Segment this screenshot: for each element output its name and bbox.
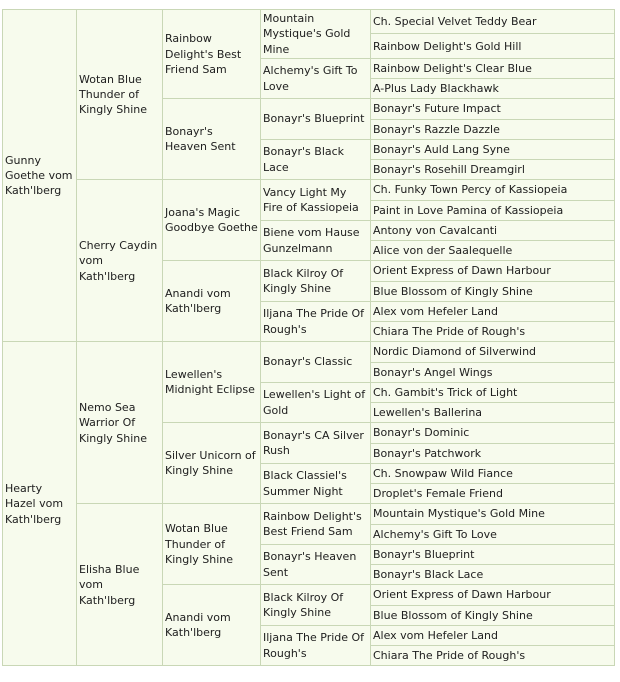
ancestor-cell: Alex vom Hefeler Land bbox=[371, 625, 615, 645]
ancestor-cell: Blue Blossom of Kingly Shine bbox=[371, 605, 615, 625]
ancestor-cell: Orient Express of Dawn Harbour bbox=[371, 261, 615, 281]
ancestor-cell: Bonayr's Dominic bbox=[371, 423, 615, 443]
ancestor-cell: Wotan Blue Thunder of Kingly Shine bbox=[163, 504, 261, 585]
ancestor-cell: Chiara The Pride of Rough's bbox=[371, 646, 615, 666]
ancestor-cell: Mountain Mystique's Gold Mine bbox=[261, 10, 371, 59]
ancestor-cell: Bonayr's Black Lace bbox=[371, 565, 615, 585]
ancestor-cell: Bonayr's Angel Wings bbox=[371, 362, 615, 382]
sire-sire-cell: Wotan Blue Thunder of Kingly Shine bbox=[77, 10, 163, 180]
ancestor-cell: Iljana The Pride Of Rough's bbox=[261, 625, 371, 666]
sire-cell: Gunny Goethe vom Kath'lberg bbox=[3, 10, 77, 342]
ancestor-cell: Bonayr's Blueprint bbox=[371, 544, 615, 564]
ancestor-cell: Lewellen's Midnight Eclipse bbox=[163, 342, 261, 423]
ancestor-cell: Bonayr's Classic bbox=[261, 342, 371, 383]
ancestor-cell: Ch. Funky Town Percy of Kassiopeia bbox=[371, 180, 615, 200]
pedigree-table bbox=[2, 9, 615, 666]
ancestor-cell: Orient Express of Dawn Harbour bbox=[371, 585, 615, 605]
ancestor-cell: Blue Blossom of Kingly Shine bbox=[371, 281, 615, 301]
ancestor-cell: Alchemy's Gift To Love bbox=[261, 58, 371, 99]
ancestor-cell: Biene vom Hause Gunzelmann bbox=[261, 220, 371, 261]
ancestor-cell: Lewellen's Ballerina bbox=[371, 403, 615, 423]
ancestor-cell: Black Classiel's Summer Night bbox=[261, 463, 371, 504]
ancestor-cell: Bonayr's Razzle Dazzle bbox=[371, 119, 615, 139]
ancestor-cell: A-Plus Lady Blackhawk bbox=[371, 79, 615, 99]
sire-dam-cell: Cherry Caydin vom Kath'lberg bbox=[77, 180, 163, 342]
ancestor-cell: Bonayr's Rosehill Dreamgirl bbox=[371, 160, 615, 180]
ancestor-cell: Lewellen's Light of Gold bbox=[261, 382, 371, 423]
ancestor-cell: Ch. Special Velvet Teddy Bear bbox=[371, 10, 615, 34]
ancestor-cell: Anandi vom Kath'lberg bbox=[163, 261, 261, 342]
ancestor-cell: Alchemy's Gift To Love bbox=[371, 524, 615, 544]
sire-sire-sire-cell: Rainbow Delight's Best Friend Sam bbox=[163, 10, 261, 99]
ancestor-cell: Black Kilroy Of Kingly Shine bbox=[261, 261, 371, 302]
ancestor-cell: Rainbow Delight's Best Friend Sam bbox=[261, 504, 371, 545]
ancestor-cell: Anandi vom Kath'lberg bbox=[163, 585, 261, 666]
ancestor-cell: Joana's Magic Goodbye Goethe bbox=[163, 180, 261, 261]
ancestor-cell: Paint in Love Pamina of Kassiopeia bbox=[371, 200, 615, 220]
ancestor-cell: Bonayr's Black Lace bbox=[261, 139, 371, 180]
ancestor-cell: Bonayr's Blueprint bbox=[261, 99, 371, 140]
ancestor-cell: Iljana The Pride Of Rough's bbox=[261, 301, 371, 342]
ancestor-cell: Rainbow Delight's Gold Hill bbox=[371, 34, 615, 58]
ancestor-cell: Vancy Light My Fire of Kassiopeia bbox=[261, 180, 371, 221]
ancestor-cell: Bonayr's Patchwork bbox=[371, 443, 615, 463]
ancestor-cell: Black Kilroy Of Kingly Shine bbox=[261, 585, 371, 626]
ancestor-cell: Silver Unicorn of Kingly Shine bbox=[163, 423, 261, 504]
ancestor-cell: Bonayr's Heaven Sent bbox=[163, 99, 261, 180]
ancestor-cell: Bonayr's Future Impact bbox=[371, 99, 615, 119]
dam-dam-cell: Elisha Blue vom Kath'lberg bbox=[77, 504, 163, 666]
ancestor-cell: Droplet's Female Friend bbox=[371, 484, 615, 504]
ancestor-cell: Nordic Diamond of Silverwind bbox=[371, 342, 615, 362]
ancestor-cell: Chiara The Pride of Rough's bbox=[371, 322, 615, 342]
ancestor-cell: Alice von der Saalequelle bbox=[371, 241, 615, 261]
ancestor-cell: Rainbow Delight's Clear Blue bbox=[371, 58, 615, 78]
dam-cell: Hearty Hazel vom Kath'lberg bbox=[3, 342, 77, 666]
ancestor-cell: Ch. Snowpaw Wild Fiance bbox=[371, 463, 615, 483]
ancestor-cell: Mountain Mystique's Gold Mine bbox=[371, 504, 615, 524]
ancestor-cell: Ch. Gambit's Trick of Light bbox=[371, 382, 615, 402]
dam-sire-cell: Nemo Sea Warrior Of Kingly Shine bbox=[77, 342, 163, 504]
ancestor-cell: Bonayr's Auld Lang Syne bbox=[371, 139, 615, 159]
ancestor-cell: Alex vom Hefeler Land bbox=[371, 301, 615, 321]
ancestor-cell: Bonayr's Heaven Sent bbox=[261, 544, 371, 585]
ancestor-cell: Antony von Cavalcanti bbox=[371, 220, 615, 240]
ancestor-cell: Bonayr's CA Silver Rush bbox=[261, 423, 371, 464]
